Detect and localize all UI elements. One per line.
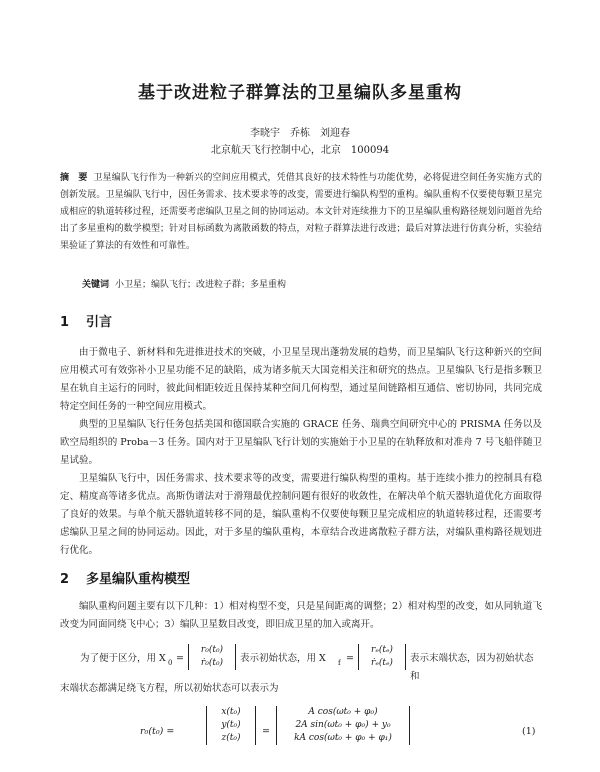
- section2-heading: [60, 568, 190, 587]
- state-text-line2: 末端状态都满足绕飞方程，所以初始状态可以表示为: [60, 683, 279, 694]
- state-definition-line: 为了便于区分，用 X 0 = r₀(t₀) ṙ₀(t₀) 表示初始状态，用 X f = rₑ(tₑ) ṙₑ(tₑ) 表示末端状态，因为初始状态和: [60, 640, 542, 680]
- equation-position-vector: x(t₀) y(t₀) z(t₀): [206, 706, 256, 745]
- section1-title: 引言: [86, 315, 113, 330]
- section2-paragraph: 编队重构问题主要有以下几种：1）相对构型不变，只是星间距离的调整；2）相对构型的改变，如从同轨道飞改变为同面同绕飞中心；3）编队卫星数目改变，即旧成卫星的加入或离开。: [60, 601, 542, 630]
- authors: 李晓宇 乔栋 刘迎春: [250, 128, 350, 139]
- keywords-label: 关键词: [82, 280, 110, 290]
- abstract: [60, 170, 542, 255]
- page-title: 基于改进粒子群算法的卫星编队多星重构: [138, 83, 462, 103]
- equation-lhs: r₀(t₀) =: [140, 726, 175, 737]
- equation-number: (1): [522, 726, 536, 737]
- abstract-text: 卫星编队飞行作为一种新兴的空间应用模式，凭借其良好的技术特性与功能优势，必将促进空间任务实施方式的创新发展。卫星编队飞行中，因任务需求、技术要求等的改变，需要进行编队构型的重构。编队重构不仅要使每颗卫星完成相应的轨道转移过程，还需要考虑编队卫星之间的协同运动。本文针对连续推力下的卫星编队重构路径规划问题首先给出了多星重构的数学模型；针对目标函数为离散函数的特点，对粒子群算法进行改进；最后对算法进行仿真分析，实验结果验证了算法的有效性和可靠性。: [60, 173, 542, 251]
- equation-solution-vector: A cos(ωt₀ + φ₀) 2A sin(ωt₀ + φ₀) + y₀ kA cos(ωt₀ + φ₀ + φ₁): [276, 706, 410, 745]
- section1-paragraph-3: 卫星编队飞行中，因任务需求、技术要求等的改变，需要进行编队构型的重构。基于连续小推力的控制具有稳定、精度高等诸多优点。高斯伪谱法对于滑翔最优控制问题有很好的收敛性，在解决单个航天器轨道优化方面取得了良好的效果。与单个航天器轨道转移不同的是，编队重构不仅要使每颗卫星完成相应的轨道转移过程，还需要考虑编队卫星之间的协同运动。因此，对于多星的编队重构，本章结合改进离散粒子群方法，对编队重构路径规划进行优化。: [60, 473, 542, 556]
- equation-1: r₀(t₀) = x(t₀) y(t₀) z(t₀) = A cos(ωt₀ + φ₀) 2A sin(ωt₀ + φ₀) + y₀ kA cos(ωt₀ + φ₀ + φ₁) (1): [140, 707, 536, 743]
- section1-heading: [60, 311, 112, 330]
- section1-paragraph-2: 典型的卫星编队飞行任务包括美国和德国联合实施的 GRACE 任务、瑞典空间研究中心的 PRISMA 任务以及欧空局组织的 Proba－3 任务。国内对于卫星编队飞行计划的实施始于小卫星的在轨释放和对准舟 7 号飞船伴随卫星试验。: [60, 419, 542, 466]
- final-state-matrix: rₑ(tₑ) ṙₑ(tₑ): [358, 644, 406, 670]
- section1-paragraph-1: 由于微电子、新材料和先进推进技术的突破，小卫星呈现出蓬勃发展的趋势，而卫星编队飞行这种新兴的空间应用模式可有效弥补小卫星功能不足的缺陷，成为诸多航天大国竞相关注和研究的热点。卫星编队飞行是指多颗卫星在轨自主运行的同时，彼此间相距较近且保持某种空间几何构型，通过星间链路相互通信、密切协同，共同完成特定空间任务的一种空间应用模式。: [60, 347, 542, 412]
- section2-title: 多星编队重构模型: [86, 572, 191, 587]
- state-text-b: 表示初始状态，用 X: [240, 653, 326, 664]
- state-text-a: 为了便于区分，用 X: [80, 653, 166, 664]
- state-sub-f: f: [338, 659, 341, 667]
- state-text-c: 表示末端状态，因为初始状态和: [410, 653, 534, 682]
- affiliation: 北京航天飞行控制中心，北京 100094: [210, 145, 390, 156]
- initial-state-matrix: r₀(t₀) ṙ₀(t₀): [188, 644, 236, 670]
- section1-number: 1: [60, 315, 70, 330]
- state-sub-0: 0: [168, 659, 173, 667]
- keywords-text: 小卫星；编队飞行；改进粒子群；多星重构: [115, 280, 287, 290]
- abstract-label: 摘 要: [60, 173, 88, 183]
- section2-number: 2: [60, 572, 70, 587]
- keywords: [82, 277, 552, 290]
